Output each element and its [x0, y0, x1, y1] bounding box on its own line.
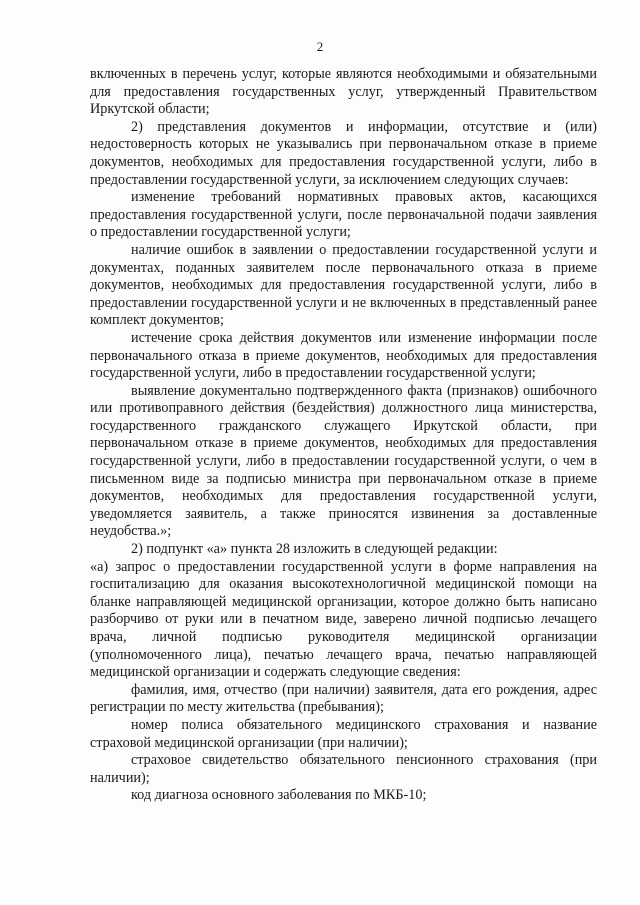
paragraph-info-3: страховое свидетельство обязательного пенсионного страхования (при наличии); — [90, 752, 597, 786]
paragraph-case-3: истечение срока действия документов или изменение информации после первоначального отказа в приеме документов, необходимых для предоставления государственной услуги, либо в предоставлении государственной услуги; — [90, 329, 597, 382]
paragraph-info-2: номер полиса обязательного медицинского страхования и название страховой медицинской организации (при наличии); — [90, 716, 597, 751]
document-body — [90, 66, 597, 805]
paragraph-continuation: включенных в перечень услуг, которые являются необходимыми и обязательными для предоставления государственных услуг, утвержденный Правительством Иркутской области; — [90, 66, 597, 118]
paragraph-info-1: фамилия, имя, отчество (при наличии) заявителя, дата его рождения, адрес регистрации по месту жительства (пребывания); — [90, 681, 597, 716]
paragraph-case-1: изменение требований нормативных правовых актов, касающихся предоставления государственной услуги, после первоначальной подачи заявления о предоставлении государственной услуги; — [90, 189, 597, 241]
paragraph-case-4: выявление документально подтвержденного факта (признаков) ошибочного или противоправного действия (бездействия) должностного лица министерства, государственного гражданского служащего Иркутской области, при первоначальном отказе в приеме документов, необходимых для предоставления государственной услуги, либо в предоставлении государственной услуги, о чем в письменном виде за подписью министра при первоначальном отказе в приеме документов, необходимых для предоставления государственной услуги, уведомляется заявитель, а также приносятся извинения за доставленные неудобства.»; — [90, 382, 597, 540]
paragraph-case-2: наличие ошибок в заявлении о предоставлении государственной услуги и документах, поданных заявителем после первоначального отказа в приеме документов, необходимых для предоставления государственной услуги, либо в предоставлении государственной услуги и не включенных в представленный ранее комплект документов; — [90, 241, 597, 329]
paragraph-item-2: 2) представления документов и информации, отсутствие и (или) недостоверность которых не указывались при первоначальном отказе в приеме документов, необходимых для предоставления государственной услуги, либо в предоставлении государственной услуги, за исключением следующих случаев: — [90, 118, 597, 188]
paragraph-info-4: код диагноза основного заболевания по МКБ-10; — [131, 787, 427, 804]
paragraph-amendment: 2) подпункт «а» пункта 28 изложить в следующей редакции: — [131, 541, 498, 558]
page-number: 2 — [316, 39, 324, 54]
paragraph-subitem-a: «а) запрос о предоставлении государственной услуги в форме направления на госпитализацию для оказания высокотехнологичной медицинской помощи на бланке направляющей медицинской организации, которое должно быть написано разборчиво от руки или в печатном виде, заверено личной подписью лечащего врача, личной подписью руководителя медицинской организации (уполномоченного лица), печатью лечащего врача, печатью направляющей медицинской организации и содержать следующие сведения: — [90, 558, 597, 681]
